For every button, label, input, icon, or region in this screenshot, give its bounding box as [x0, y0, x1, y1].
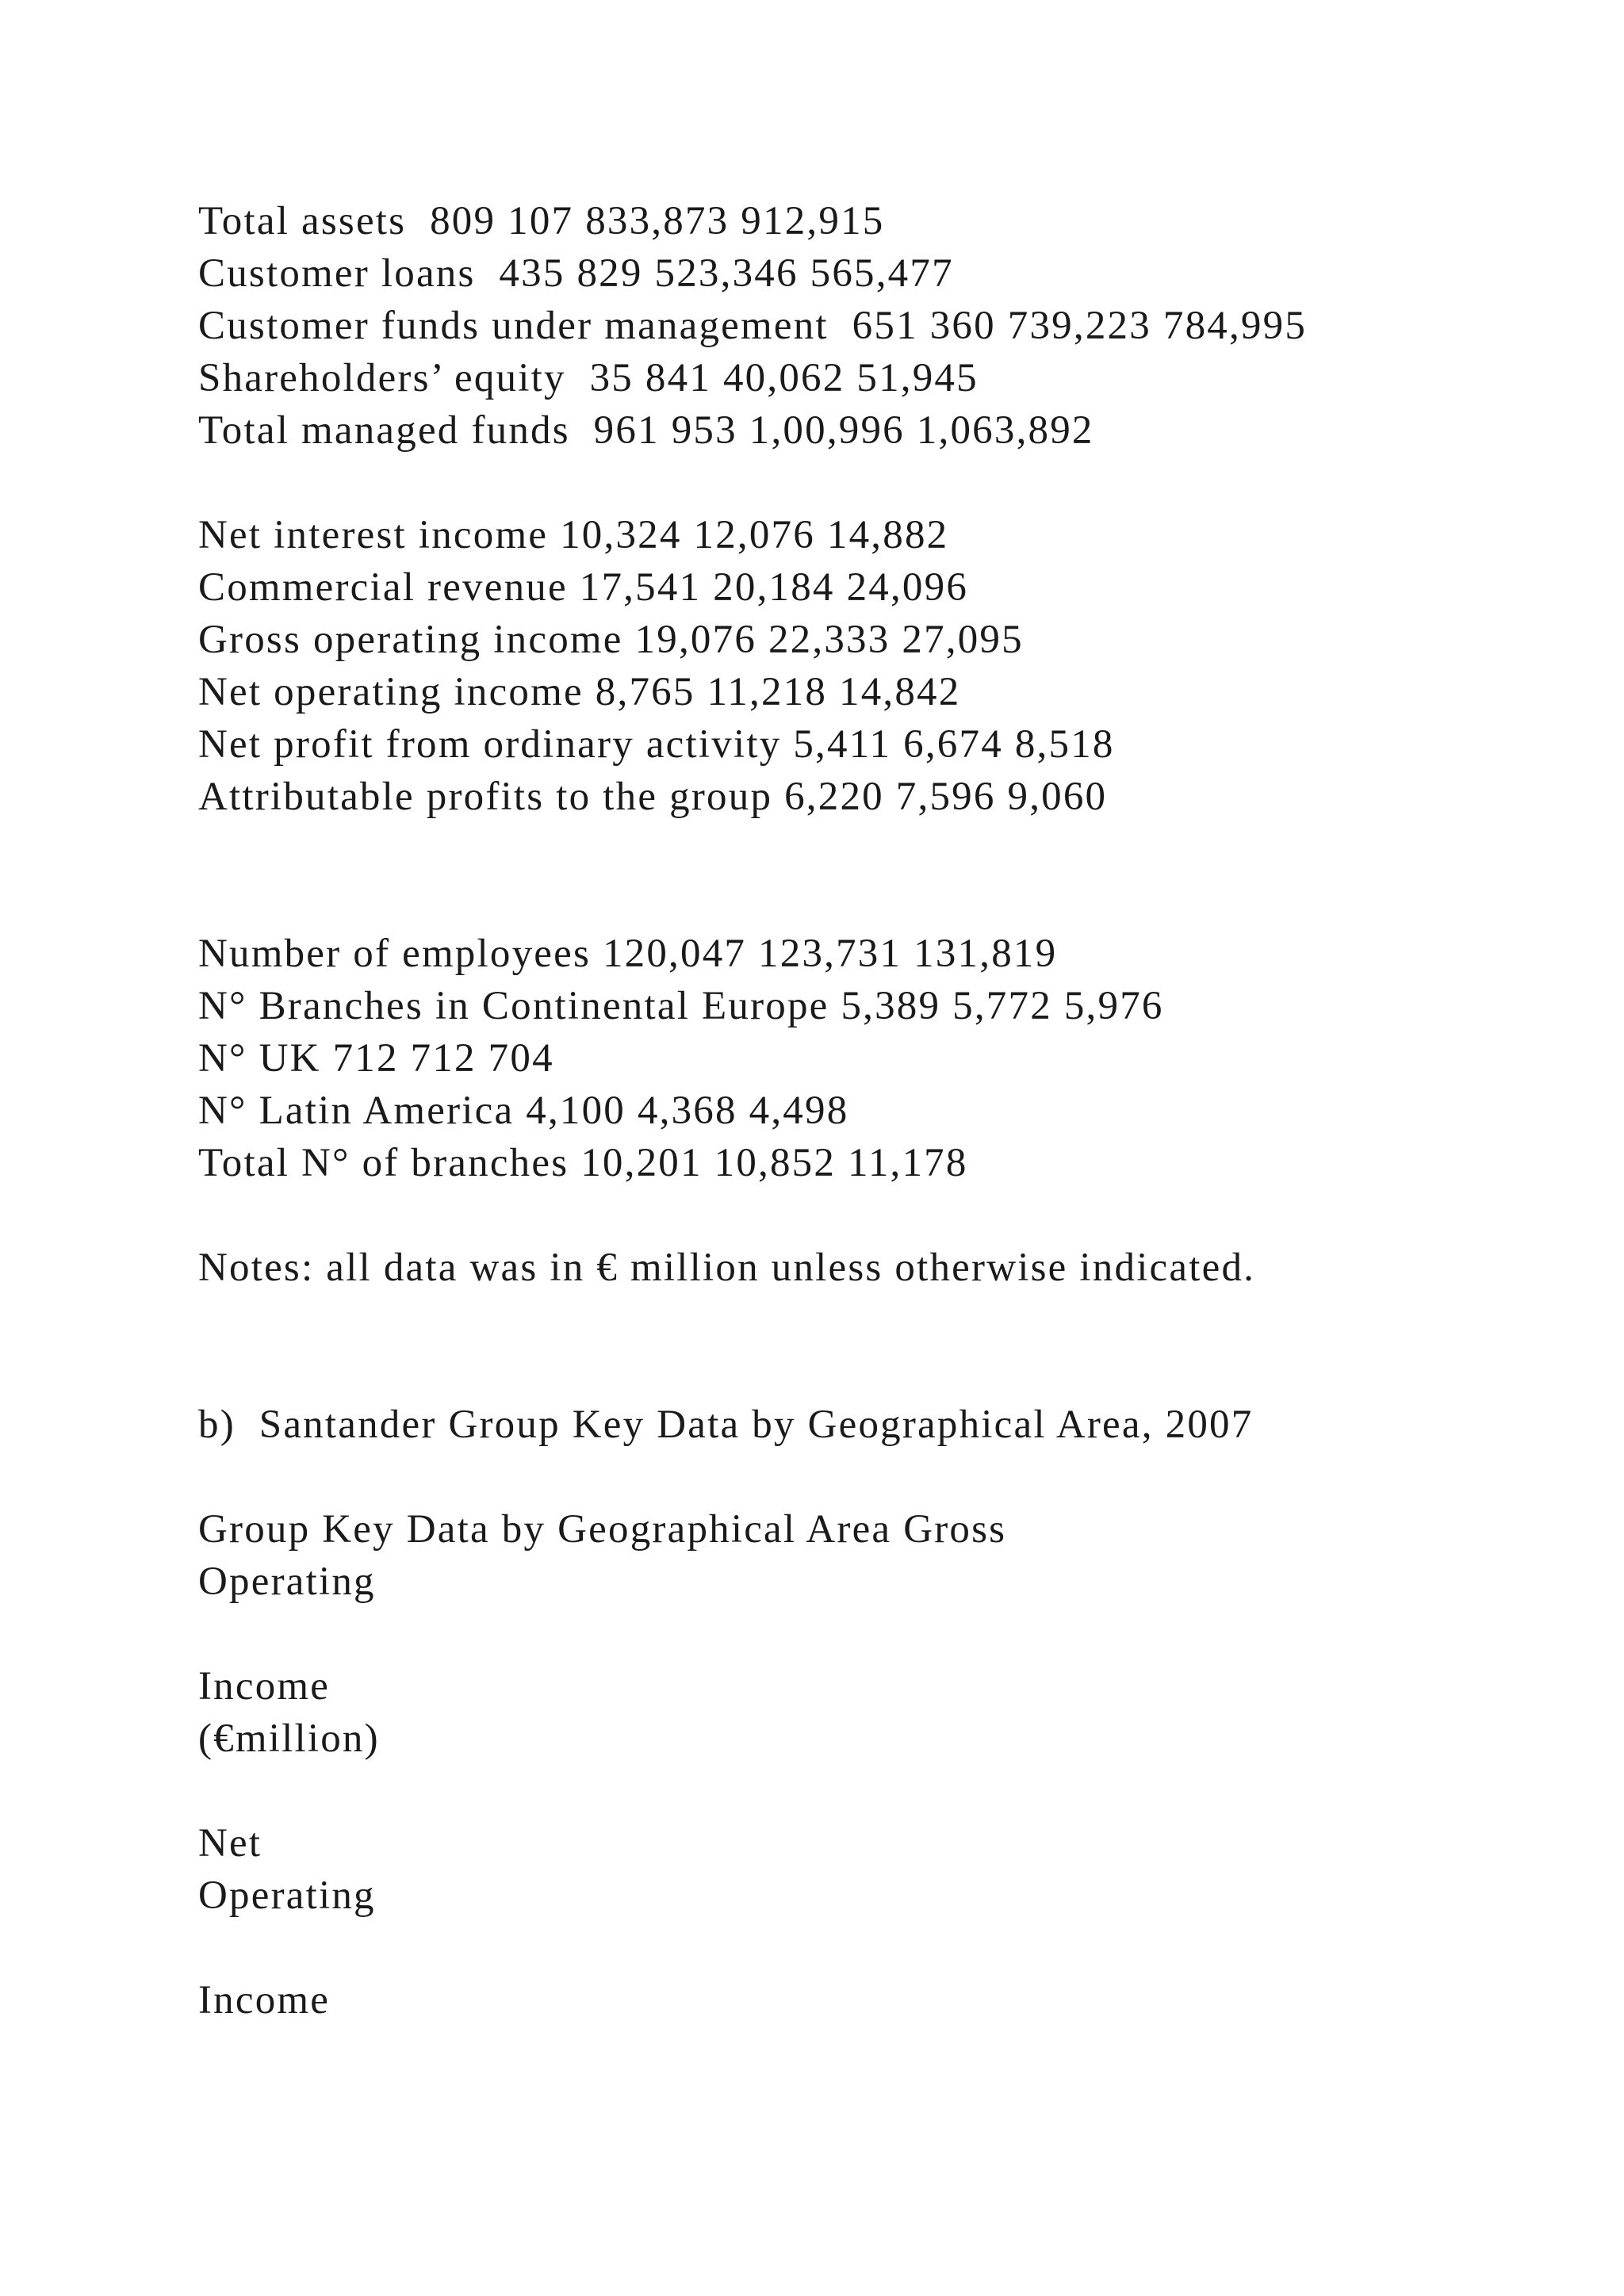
data-line-gross-operating-income: Gross operating income 19,076 22,333 27,095	[198, 618, 1024, 662]
spacer	[198, 457, 1546, 509]
table-header-line: Group Key Data by Geographical Area Gross	[198, 1507, 1007, 1552]
notes-text: Notes: all data was in € million unless otherwise indicated.	[198, 1246, 1256, 1290]
data-line-total-managed-funds: Total managed funds 961 953 1,00,996 1,063,892	[198, 408, 1094, 453]
data-line-customer-loans: Customer loans 435 829 523,346 565,477	[198, 251, 954, 296]
data-line-customer-funds: Customer funds under management 651 360 739,223 784,995	[198, 304, 1308, 348]
section-b-table-header	[198, 1503, 1546, 2026]
spacer	[198, 1189, 1546, 1242]
table-header-line: Income	[198, 1664, 331, 1709]
spacer	[198, 1922, 1546, 1974]
section-b-heading: b) Santander Group Key Data by Geographical Area, 2007	[198, 1402, 1254, 1447]
data-line-branches-uk: N° UK 712 712 704	[198, 1036, 554, 1081]
data-line-branches-latam: N° Latin America 4,100 4,368 4,498	[198, 1089, 849, 1133]
table-header-line: (€million)	[198, 1716, 380, 1761]
spacer	[198, 1608, 1546, 1660]
data-line-shareholders-equity: Shareholders’ equity 35 841 40,062 51,945	[198, 356, 979, 400]
data-line-branches-europe: N° Branches in Continental Europe 5,389 5,772 5,976	[198, 984, 1164, 1028]
table-header-line: Operating	[198, 1873, 376, 1918]
data-line-total-branches: Total N° of branches 10,201 10,852 11,178	[198, 1141, 968, 1185]
other-data-section	[198, 928, 1546, 1189]
table-header-line: Operating	[198, 1559, 376, 1604]
spacer	[198, 823, 1546, 928]
data-line-net-interest-income: Net interest income 10,324 12,076 14,882	[198, 513, 949, 557]
table-header-line: Net	[198, 1821, 262, 1866]
table-header-line: Income	[198, 1978, 331, 2022]
spacer	[198, 1294, 1546, 1399]
data-line-employees: Number of employees 120,047 123,731 131,819	[198, 932, 1058, 976]
data-line-net-profit-ordinary: Net profit from ordinary activity 5,411 6,674 8,518	[198, 722, 1115, 767]
balance-sheet-section	[198, 195, 1546, 457]
data-line-net-operating-income: Net operating income 8,765 11,218 14,842	[198, 670, 961, 714]
spacer	[198, 1765, 1546, 1817]
income-statement-section	[198, 509, 1546, 823]
spacer	[198, 1451, 1546, 1503]
document-body	[198, 195, 1546, 2026]
data-line-total-assets: Total assets 809 107 833,873 912,915	[198, 199, 885, 243]
data-line-attributable-profits: Attributable profits to the group 6,220 7,596 9,060	[198, 775, 1108, 819]
data-line-commercial-revenue: Commercial revenue 17,541 20,184 24,096	[198, 565, 969, 610]
